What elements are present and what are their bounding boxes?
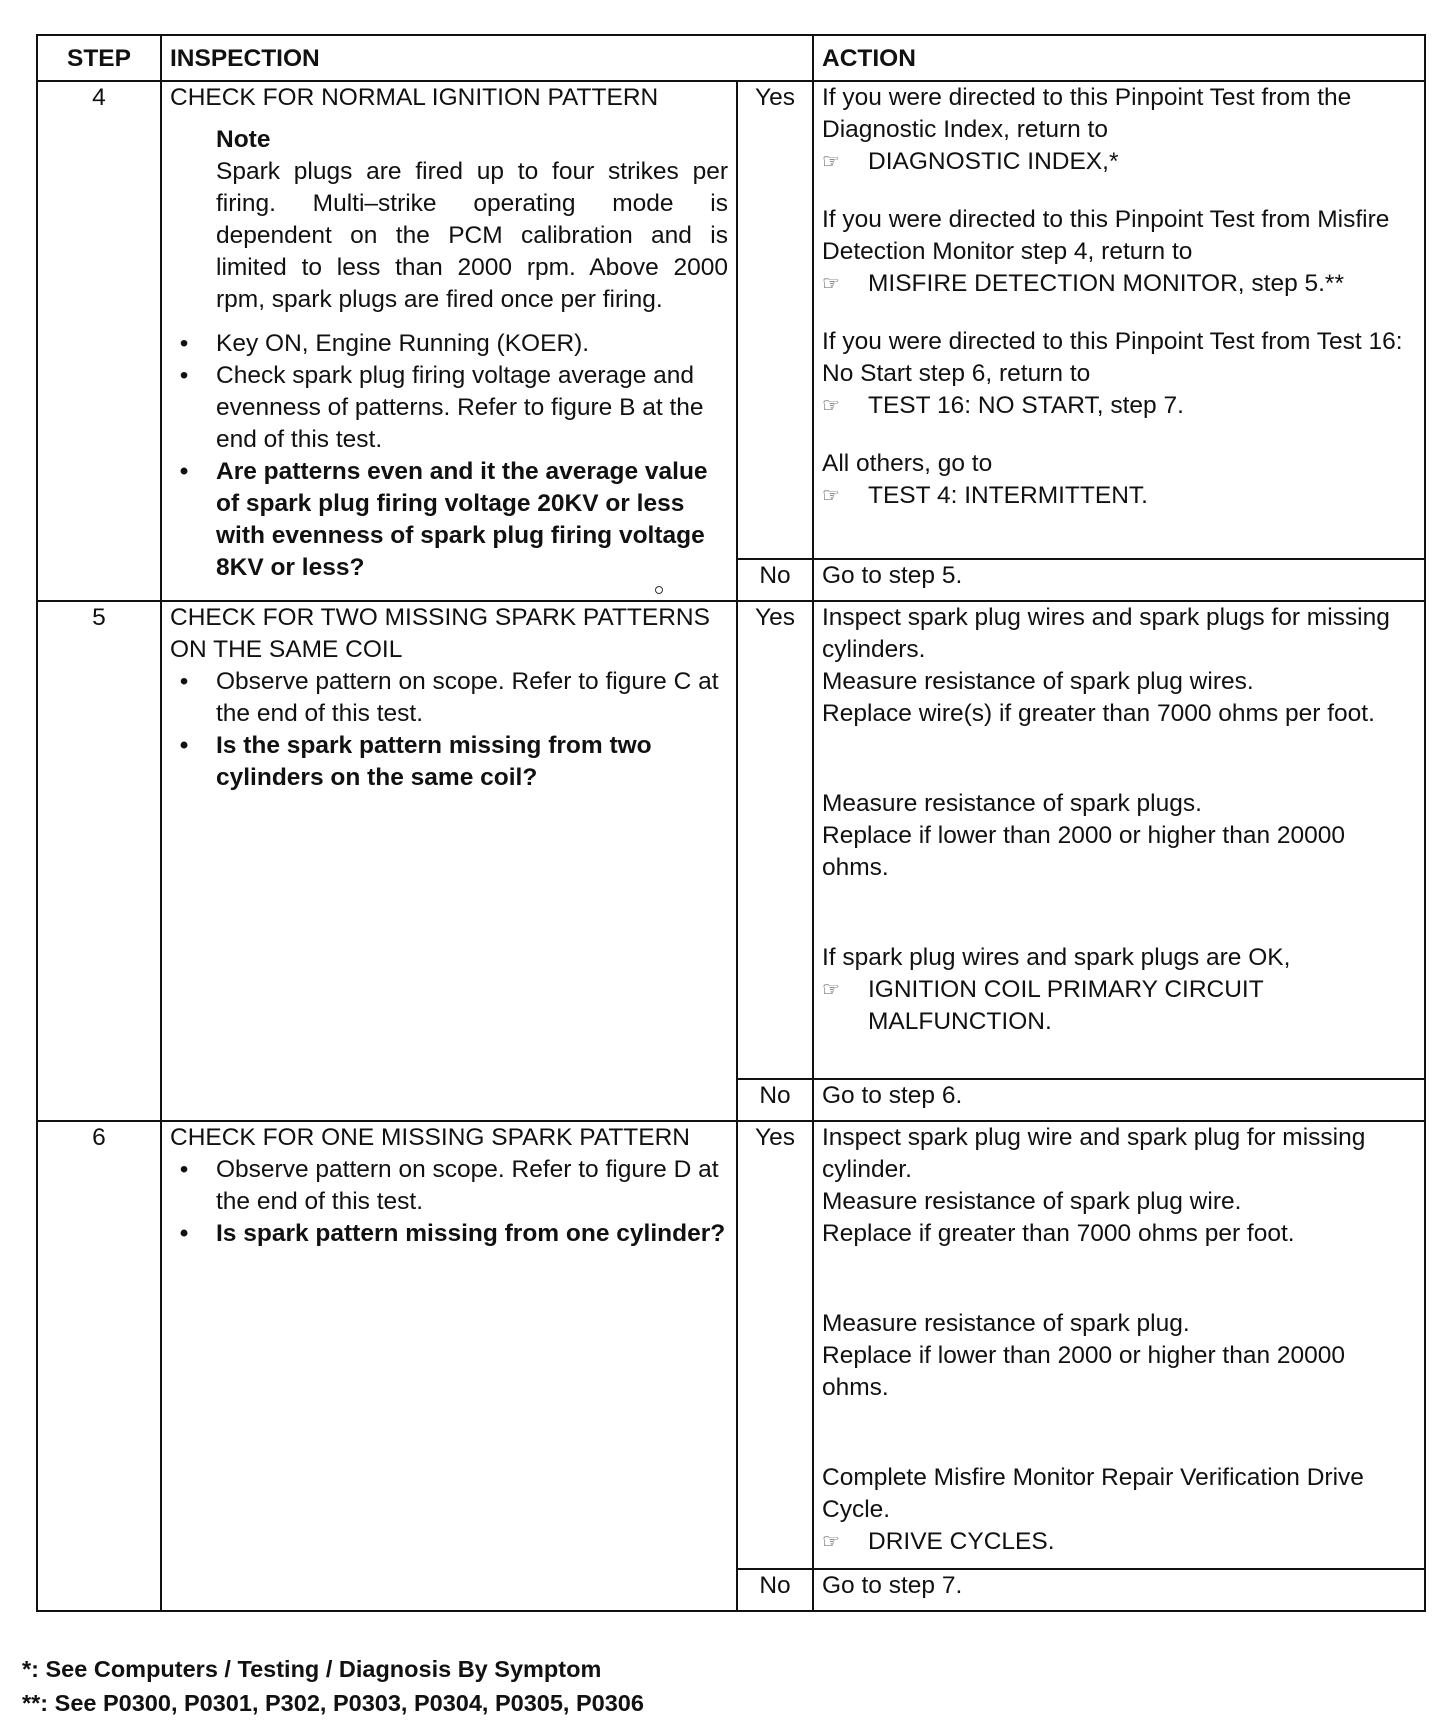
pointing-hand-icon: ☞ bbox=[822, 273, 840, 295]
pointing-hand-icon: ☞ bbox=[822, 979, 840, 1001]
note-text: Spark plugs are fired up to four strikes per firing. Multi–strike operating mode is dependent on the PCM calibration and is limited to less than 2000 rpm. Above 2000 rpm, spark plugs are fired once per firing. bbox=[216, 158, 728, 313]
bullet-list bbox=[170, 328, 728, 584]
bullet-list bbox=[170, 666, 728, 794]
footnotes bbox=[22, 1652, 644, 1720]
header-action: ACTION bbox=[813, 35, 1425, 81]
no-label: No bbox=[737, 559, 813, 601]
bullet-icon: • bbox=[179, 458, 189, 485]
no-label: No bbox=[737, 1569, 813, 1611]
action-text: If you were directed to this Pinpoint Test from Misfire Detection Monitor step 4, return to bbox=[822, 206, 1390, 265]
bullet-icon: • bbox=[179, 732, 189, 759]
step-5-yes-row bbox=[37, 601, 1425, 1079]
action-text: Replace if greater than 7000 ohms per foot. bbox=[822, 1220, 1295, 1247]
action-text: If you were directed to this Pinpoint Test from the Diagnostic Index, return to bbox=[822, 84, 1352, 143]
bullet-icon: • bbox=[179, 1156, 189, 1183]
action-text: Replace if lower than 2000 or higher than 20000 ohms. bbox=[822, 822, 1346, 881]
bullet-list bbox=[170, 1154, 728, 1250]
bullet-icon: • bbox=[179, 1220, 189, 1247]
action-text: If you were directed to this Pinpoint Test from Test 16: No Start step 6, return to bbox=[822, 328, 1403, 387]
step-4-yes-row bbox=[37, 81, 1425, 559]
reference: ☞ DRIVE CYCLES. bbox=[822, 1526, 1416, 1558]
action-text: Measure resistance of spark plugs. bbox=[822, 790, 1202, 817]
yes-label: Yes bbox=[737, 1121, 813, 1569]
question-item: • Is the spark pattern missing from two cylinders on the same coil? bbox=[170, 730, 728, 794]
pointing-hand-icon: ☞ bbox=[822, 151, 840, 173]
step-title: CHECK FOR TWO MISSING SPARK PATTERNS ON THE SAME COIL bbox=[170, 604, 710, 663]
no-action: Go to step 6. bbox=[813, 1079, 1425, 1121]
action-text: Inspect spark plug wire and spark plug for missing cylinder. bbox=[822, 1124, 1366, 1183]
footnote-1: *: See Computers / Testing / Diagnosis By Symptom bbox=[22, 1656, 602, 1682]
action-text: Complete Misfire Monitor Repair Verification Drive Cycle. bbox=[822, 1464, 1364, 1523]
question-item: • Are patterns even and it the average value of spark plug firing voltage 20KV or less with evenness of spark plug firing voltage 8KV or less? bbox=[170, 456, 728, 584]
step-4-yes-action bbox=[813, 81, 1425, 559]
action-text: If spark plug wires and spark plugs are OK, bbox=[822, 944, 1291, 971]
bullet-icon: • bbox=[179, 330, 189, 357]
action-text: Inspect spark plug wires and spark plugs for missing cylinders. bbox=[822, 604, 1390, 663]
action-text: Measure resistance of spark plug wire. bbox=[822, 1188, 1242, 1215]
step-5-yes-action bbox=[813, 601, 1425, 1079]
action-text: Measure resistance of spark plug wires. bbox=[822, 668, 1254, 695]
bullet-icon: • bbox=[179, 362, 189, 389]
footnote-2: **: See P0300, P0301, P302, P0303, P0304, P0305, P0306 bbox=[22, 1690, 644, 1716]
question-item: • Is spark pattern missing from one cylinder? bbox=[170, 1218, 728, 1250]
reference: ☞ IGNITION COIL PRIMARY CIRCUIT MALFUNCTION. bbox=[822, 976, 1264, 1035]
action-text: Replace if lower than 2000 or higher than 20000 ohms. bbox=[822, 1342, 1346, 1401]
note-heading: Note bbox=[216, 126, 271, 153]
step-number: 6 bbox=[37, 1121, 161, 1611]
no-label: No bbox=[737, 1079, 813, 1121]
bullet-item: • Check spark plug firing voltage average and evenness of patterns. Refer to figure B at the end of this test. bbox=[170, 360, 728, 456]
bullet-item: • Observe pattern on scope. Refer to figure D at the end of this test. bbox=[170, 1154, 728, 1218]
pointing-hand-icon: ☞ bbox=[822, 1531, 840, 1553]
note-block bbox=[216, 124, 728, 316]
bullet-item: • Key ON, Engine Running (KOER). bbox=[170, 328, 728, 360]
step-title: CHECK FOR ONE MISSING SPARK PATTERN bbox=[170, 1124, 691, 1151]
pointing-hand-icon: ☞ bbox=[822, 485, 840, 507]
bullet-icon: • bbox=[179, 668, 189, 695]
step-6-yes-action bbox=[813, 1121, 1425, 1569]
action-text: Replace wire(s) if greater than 7000 ohms per foot. bbox=[822, 700, 1375, 727]
step-number: 5 bbox=[37, 601, 161, 1121]
action-text: Measure resistance of spark plug. bbox=[822, 1310, 1190, 1337]
scan-speck bbox=[655, 586, 663, 594]
yes-label: Yes bbox=[737, 601, 813, 1079]
step-5-inspection bbox=[161, 601, 737, 1121]
step-number: 4 bbox=[37, 81, 161, 601]
reference: ☞ MISFIRE DETECTION MONITOR, step 5.** bbox=[822, 268, 1416, 300]
header-row bbox=[37, 35, 1425, 81]
step-4-inspection bbox=[161, 81, 737, 601]
step-title: CHECK FOR NORMAL IGNITION PATTERN bbox=[170, 84, 659, 111]
pointing-hand-icon: ☞ bbox=[822, 395, 840, 417]
step-6-yes-row bbox=[37, 1121, 1425, 1569]
reference: ☞ TEST 4: INTERMITTENT. bbox=[822, 480, 1416, 512]
no-action: Go to step 7. bbox=[813, 1569, 1425, 1611]
action-text: All others, go to bbox=[822, 450, 993, 477]
step-6-inspection bbox=[161, 1121, 737, 1611]
bullet-item: • Observe pattern on scope. Refer to figure C at the end of this test. bbox=[170, 666, 728, 730]
reference: ☞ DIAGNOSTIC INDEX,* bbox=[822, 146, 1416, 178]
header-inspection: INSPECTION bbox=[161, 35, 813, 81]
reference: ☞ TEST 16: NO START, step 7. bbox=[822, 390, 1416, 422]
no-action: Go to step 5. bbox=[813, 559, 1425, 601]
diagnostic-table bbox=[36, 34, 1426, 1612]
header-step: STEP bbox=[37, 35, 161, 81]
yes-label: Yes bbox=[737, 81, 813, 559]
